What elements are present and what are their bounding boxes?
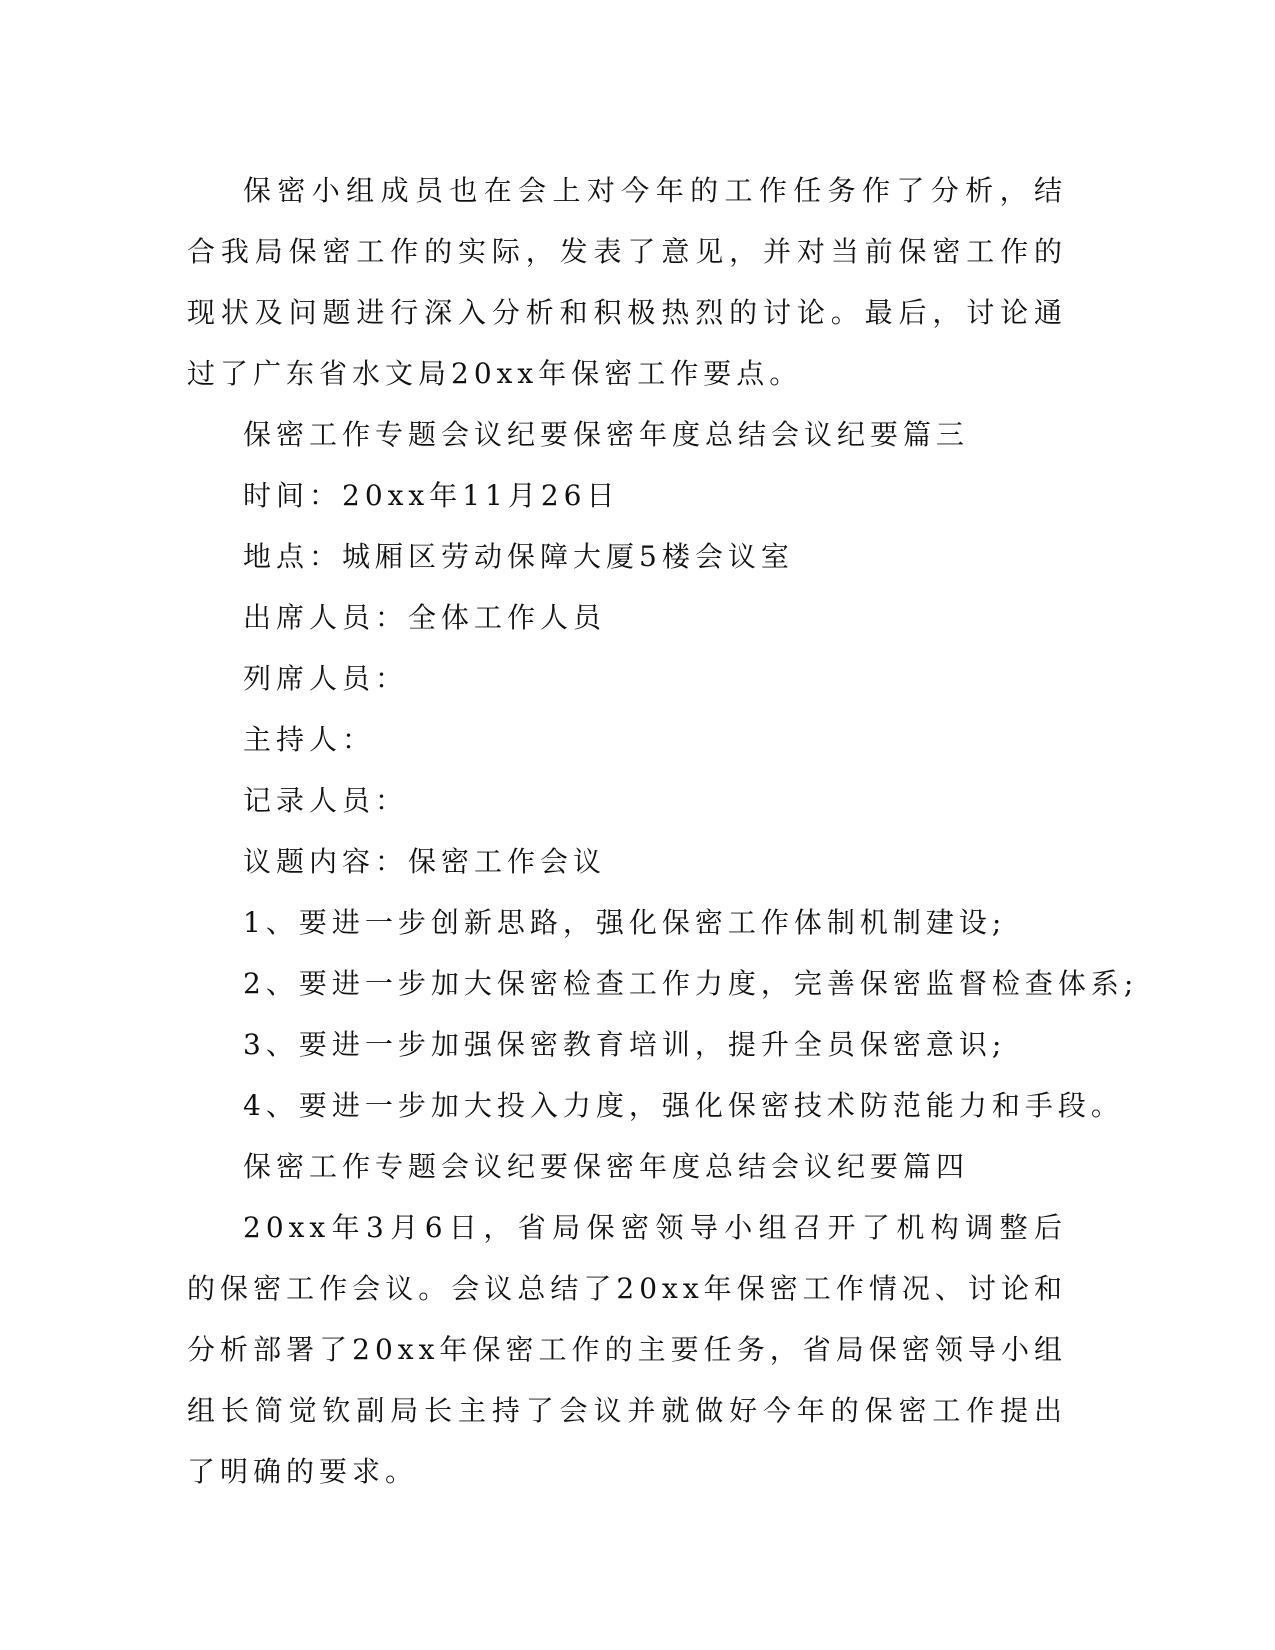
meeting-recorder: 记录人员： (243, 784, 409, 817)
list-item: 2、要进一步加大保密检查工作力度，完善保密监督检查体系; (243, 967, 1139, 1000)
meeting-observers: 列席人员： (243, 662, 409, 695)
paragraph-intro: 保密小组成员也在会上对今年的工作任务作了分析，结合我局保密工作的实际，发表了意见，并对当前保密工作的现状及问题进行深入分析和积极热烈的讨论。最后，讨论通过了广东省水文局20xx年保密工作要点。 (187, 174, 1067, 390)
meeting-time: 时间：20xx年11月26日 (243, 479, 620, 512)
list-item: 1、要进一步创新思路，强化保密工作体制机制建设; (243, 906, 1007, 939)
paragraph-meeting-summary: 20xx年3月6日，省局保密领导小组召开了机构调整后的保密工作会议。会议总结了20xx年保密工作情况、讨论和分析部署了20xx年保密工作的主要任务，省局保密领导小组组长简觉钦副局长主持了会议并就做好今年的保密工作提出了明确的要求。 (187, 1211, 1067, 1488)
section-heading-3: 保密工作专题会议纪要保密年度总结会议纪要篇三 (243, 418, 970, 451)
list-item: 3、要进一步加强保密教育培训，提升全员保密意识; (243, 1028, 1007, 1061)
list-item: 4、要进一步加大投入力度，强化保密技术防范能力和手段。 (243, 1089, 1124, 1122)
section-heading-4: 保密工作专题会议纪要保密年度总结会议纪要篇四 (243, 1150, 970, 1183)
meeting-attendees: 出席人员：全体工作人员 (243, 601, 607, 634)
document-body (187, 160, 1139, 1502)
meeting-host: 主持人： (243, 723, 376, 756)
meeting-location: 地点：城厢区劳动保障大厦5楼会议室 (243, 540, 794, 573)
meeting-topic: 议题内容：保密工作会议 (243, 845, 607, 878)
